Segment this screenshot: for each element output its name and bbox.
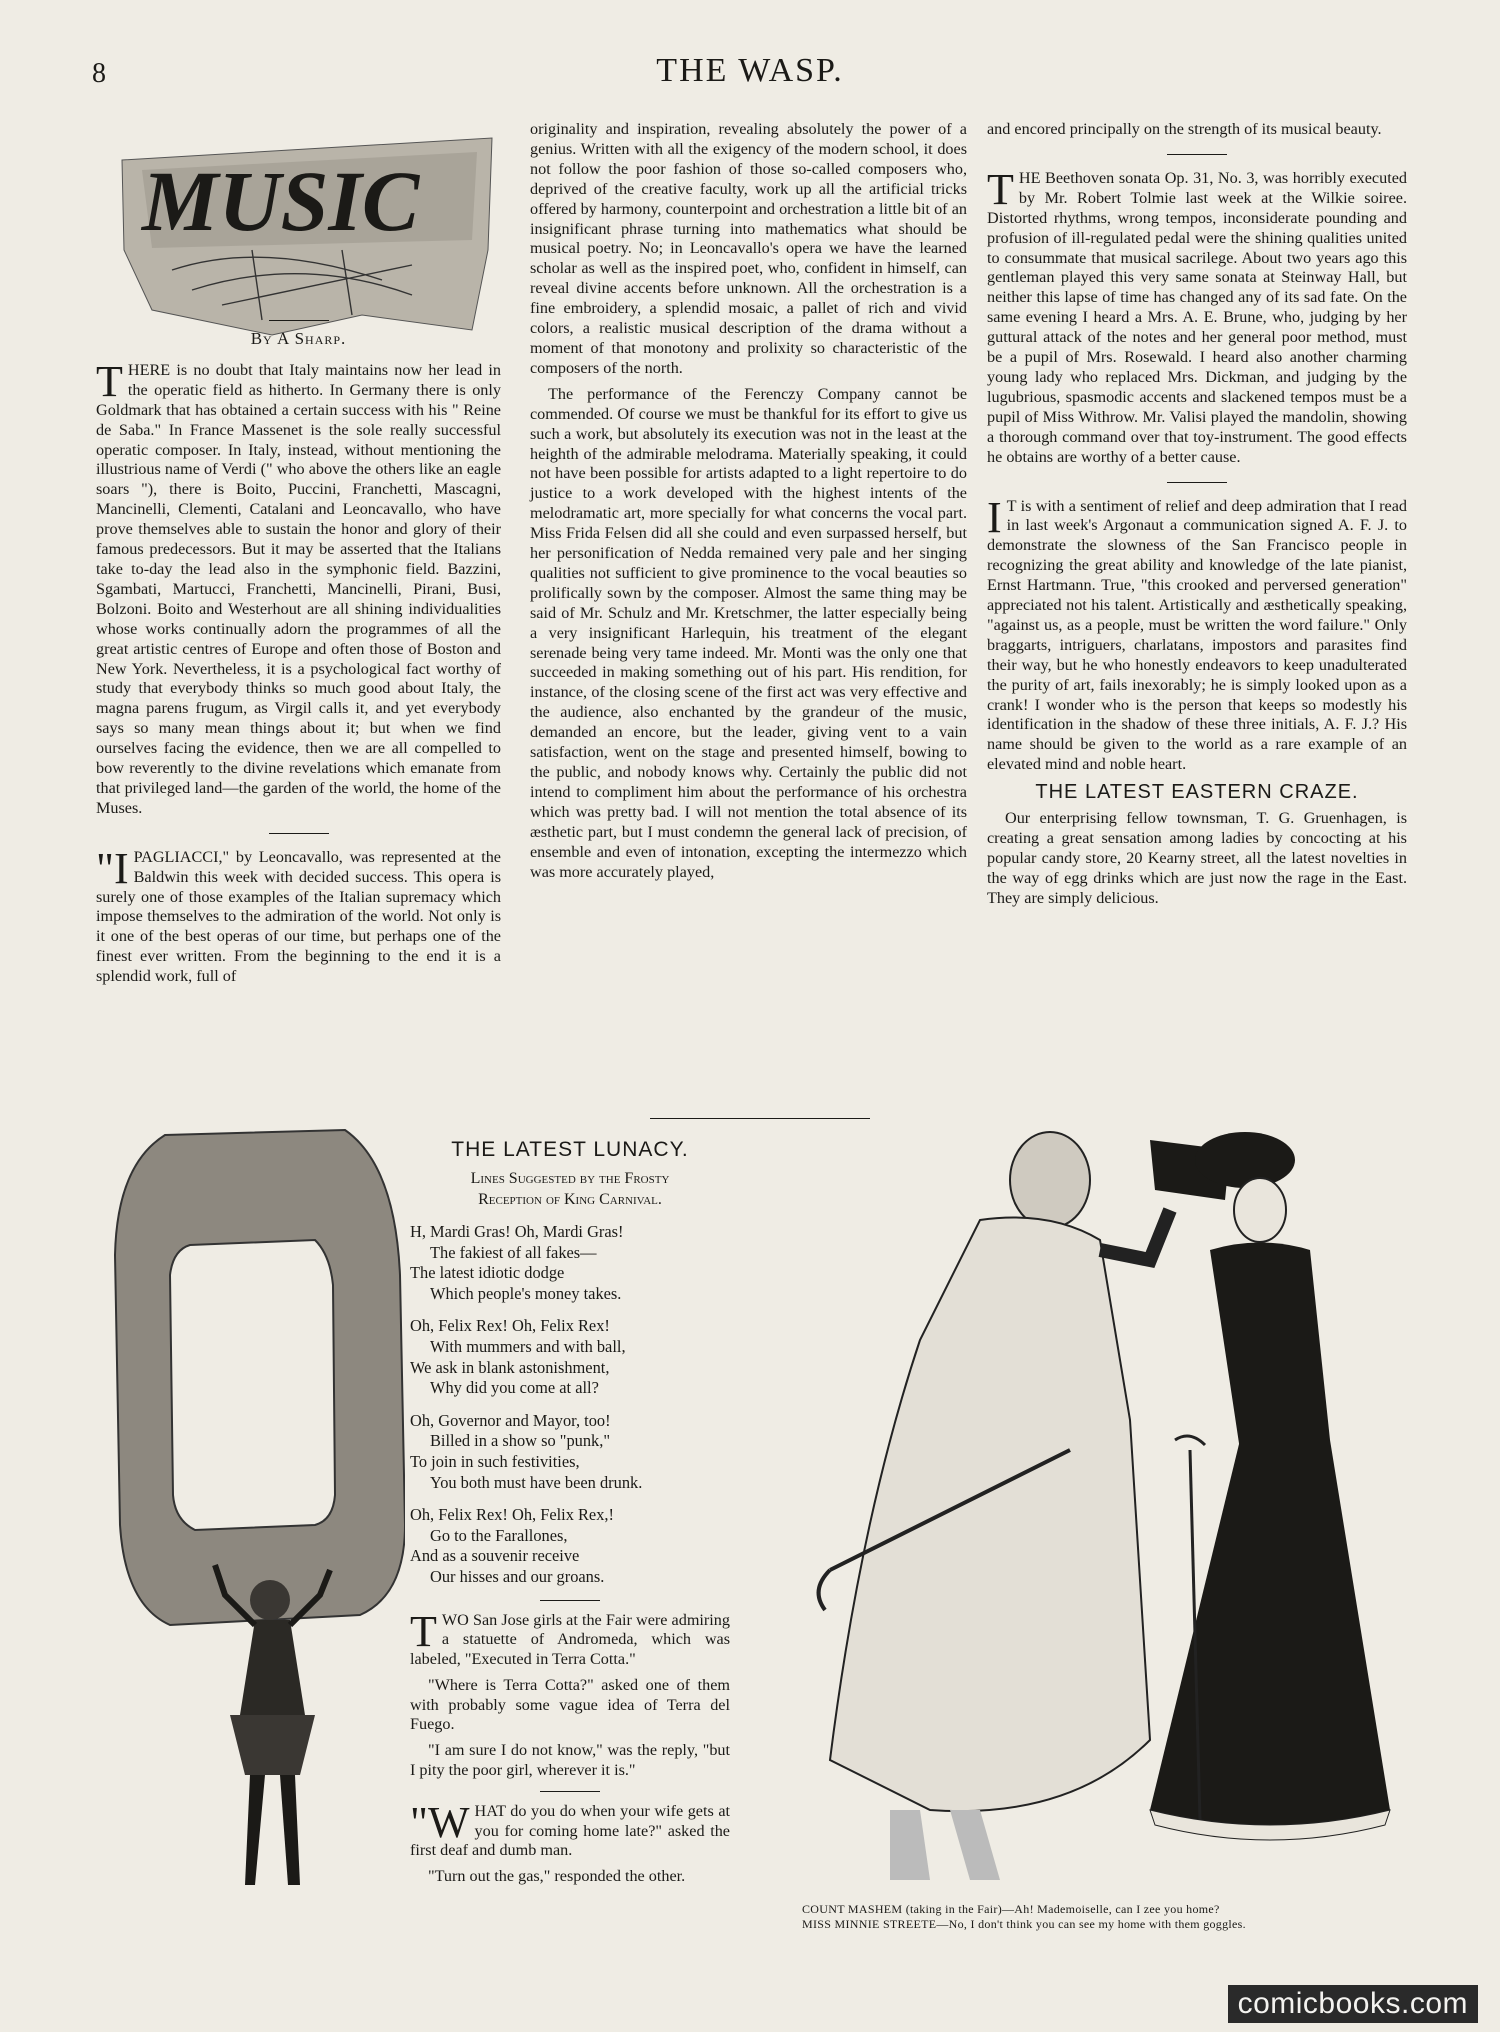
divider (269, 320, 329, 321)
eastern-craze-body: Our enterprising fellow townsman, T. G. Gruenhagen, is creating a great sensation among ladies by concocting at his popular candy store, 20 Kearny street, all the latest novelties in the way of egg drinks which are just now the rage in the East. They are simply delicious. (987, 809, 1407, 907)
caption-line-2: MISS MINNIE STREETE—No, I don't think you can see my home with them goggles. (802, 1917, 1246, 1931)
drop-cap: T (987, 164, 1014, 214)
music-paragraph-3: originality and inspiration, revealing absolutely the power of a genius. Written with all the exigency of the modern school, it does not follow the poor fashion of those so-called composers who, deprived of the creative faculty, work up all the artificial tricks offered by harmony, counterpoint and orchestration a little bit of an insignificant phrase turning into mathematics what should be musical poetry. No; in Leoncavallo's opera we have the learned scholar as well as the inspired poet, who, confident in himself, can reveal divine accents before unknown. All the orchestration is a fine embroidery, a splendid mosaic, a pallet of rich and vivid colors, a realistic musical description of the drama without a moment of that monotony and prolixity so characteristic of the composers of the north. (530, 120, 967, 377)
divider (1167, 482, 1227, 483)
drop-cap: T (410, 1606, 437, 1656)
music-column-3 (987, 120, 1407, 915)
poem-line: Which people's money takes. (430, 1283, 622, 1303)
music-banner-title: MUSIC (142, 153, 420, 249)
joke-5: "Turn out the gas," responded the other. (428, 1867, 686, 1886)
music-paragraph-2: "I PAGLIACCI," by Leoncavallo, was represented at the Baldwin this week with decided success. This opera is surely one of those examples of the Italian supremacy which impose themselves to the admiration of the world. Not only is it one of the best operas of our time, but perhaps one of the finest ever written. From the beginning to the end it is a splendid work, full of (96, 843, 501, 986)
drop-cap: T (96, 356, 123, 406)
drop-cap: I (987, 492, 1002, 542)
masthead: THE WASP. (656, 52, 844, 89)
poem-line: Our hisses and our groans. (430, 1566, 605, 1586)
music-paragraph-4: The performance of the Ferenczy Company cannot be commended. Of course we must be thankful for its effort to give us such a work, but absolutely its execution was not in the least at the heighth of the admirable melodrama. Materially speaking, it could not have been possible for artists adapted to a light repertoire to do justice to a work developed with the highest intents of the melodramatic art, more specially for what concerns the vocal part. Miss Frida Felsen did all she could and even surpassed herself, but her personification of Nedda remained very pale and her singing qualities not sufficient to give prominence to the vocal beauties so prolifically sown by the composer. Almost the same thing may be said of Mr. Schulz and Mr. Kretschmer, the latter especially being a very insignificant Harlequin, his treatment of the elegant serenade being very tame indeed. Mr. Monti was the only one that succeeded in making something out of his part. His rendition, for instance, of the closing scene of the first act was very effective and the audience, also enchanted by the grandeur of the music, demanded an encore, but the leader, giving vent to a vain satisfaction, went on the stage and presented himself, bowing to the public, and nobody knows why. Certainly the public did not intend to compliment him about the performance of his orchestra which was pretty bad. I will not mention the total absence of its æsthetic part, but I must condemn the general lack of precision, of ensemble and even of intonation, excepting the intermezzo which was more accurately played, (530, 384, 967, 881)
music-paragraph-7: I T is with a sentiment of relief and deep admiration that I read in last week's Argonaut a communication signed A. F. J. to demonstrate the slowness of the San Francisco people in recognizing the great ability and knowledge of the late pianist, Ernst Hartmann. True, "this crooked and perversed generation" appreciated not his talent. Artistically and æsthetically speaking, "against us, as a people, must be written the word failure." Only braggarts, intriguers, charlatans, impostors and parasites find their way, but he who honestly endeavors to keep unadulterated the purity of art, fails inexorably; he is simply looked upon as a crank! I wonder who is the person that keeps so modestly his identification in the shadow of these three initials, A. F. J.? His name should be given to the world as a rare example of an elevated mind and noble heart. (987, 492, 1407, 774)
music-banner (112, 130, 502, 340)
poem-line: The latest idiotic dodge (410, 1263, 565, 1283)
poem-stanza-2 (410, 1316, 730, 1398)
poem-line: Go to the Farallones, (430, 1525, 568, 1545)
drop-cap: "W (410, 1797, 470, 1847)
music-column-2 (530, 120, 967, 888)
poem-line: Oh, Felix Rex! Oh, Felix Rex,! (410, 1505, 614, 1525)
drop-cap: "I (96, 843, 129, 893)
divider (540, 1791, 600, 1792)
music-paragraph-5: and encored principally on the strength of its musical beauty. (987, 120, 1382, 138)
music-paragraph-6: THE Beethoven sonata Op. 31, No. 3, was horribly executed by Mr. Robert Tolmie last week at the Wilkie soiree. Distorted rhythms, wrong tempos, inconsiderate pounding and profusion of ill-regulated pedal were the shining qualities united to consummate that musical sacrilege. About two years ago this gentleman played this very same sonata at Steinway Hall, but neither this lapse of time has changed any of its sad fate. On the same evening I heard a Mrs. A. E. Brune, who, judging by her guttural attack of the notes and her general poor method, must be a pupil of Mrs. Rosewald. I heard also another charming young lady who replaced Mrs. Dickman, and judging by the lugubrious, spasmodic accents and slackened tempos must be a pupil of Miss Withrow. Mr. Valisi played the mandolin, showing a thorough command over that toy-instrument. The good effects he obtains are worthy of a better cause. (987, 164, 1407, 466)
poem-stanza-4 (410, 1505, 730, 1587)
poem-line: Oh, Felix Rex! Oh, Felix Rex! (410, 1316, 610, 1336)
page-number: 8 (92, 58, 106, 89)
caption-line-1: COUNT MASHEM (taking in the Fair)—Ah! Mademoiselle, can I zee you home? (802, 1902, 1220, 1916)
lunacy-heading: THE LATEST LUNACY. (451, 1138, 689, 1161)
joke-2: "Where is Terra Cotta?" asked one of them with probably some vague idea of Terra del Fuego. (410, 1675, 730, 1734)
divider (1167, 154, 1227, 155)
lunacy-subheading-line: Lines Suggested by the Frosty (470, 1170, 670, 1187)
letter-o-girl-illustration (105, 1125, 405, 1925)
count-and-lady-cartoon (770, 1120, 1410, 1910)
poem-line: Why did you come at all? (430, 1378, 599, 1398)
lunacy-poem (410, 1222, 730, 1588)
eastern-craze-heading: THE LATEST EASTERN CRAZE. (1035, 781, 1359, 804)
divider (269, 833, 329, 834)
lunacy-subheading (410, 1168, 730, 1210)
letter-o-illustration (105, 1125, 405, 1925)
poem-line: And as a souvenir receive (410, 1546, 580, 1566)
music-paragraph-1: THERE is no doubt that Italy maintains now her lead in the operatic field as hitherto. In Germany there is only Goldmark that has obtained a certain success with his " Reine de Saba." In France Massenet is the sole really successful operatic composer. In Italy, instead, without mentioning the illustrious name of Verdi (" who above the others like an eagle soars "), there is Boito, Puccini, Franchetti, Mascagni, Mancinelli, Clementi, Catalani and Leoncavallo, who have prove themselves able to sustain the honor and glory of their famous predecessors. But it may be asserted that the Italians take to-day the lead also in the symphonic field. Bazzini, Sgambati, Martucci, Franchetti, Mancinelli, Pirani, Busi, Bolzoni. Boito and Westerhout are all shining individualities whose works continually adorn the programmes of all the great artistic centres of Europe and often those of Boston and New York. Nevertheless, it is a psychological fact worthy of study that everybody thinks so much good about Italy, the magna parens frugum, as Virgil calls it, and yet everybody says so many mean things about it; but when we find ourselves facing the evidence, then we are all compelled to bow reverently to the divine revelations which emanate from that privileged land—the garden of the world, the home of the Muses. (96, 356, 501, 817)
jokes (410, 1606, 730, 1888)
poem-line: We ask in blank astonishment, (410, 1357, 610, 1377)
poem-line: The fakiest of all fakes— (430, 1242, 597, 1262)
poem-line: H, Mardi Gras! Oh, Mardi Gras! (410, 1222, 624, 1241)
byline: By A Sharp. (250, 329, 347, 348)
poem-line: To join in such festivities, (410, 1451, 580, 1471)
poem-line: Billed in a show so "punk," (430, 1431, 611, 1451)
music-column-1 (96, 320, 501, 993)
divider (650, 1118, 870, 1119)
joke-4: "WHAT do you do when your wife gets at you for coming home late?" asked the first deaf and dumb man. (410, 1797, 730, 1860)
watermark-logo: comicbooks.com (1228, 1985, 1478, 2023)
joke-1: TWO San Jose girls at the Fair were admiring a statuette of Andromeda, which was labeled, "Executed in Terra Cotta." (410, 1606, 730, 1669)
poem-stanza-1 (410, 1222, 730, 1304)
cartoon-caption (802, 1902, 1392, 1932)
poem-stanza-3 (410, 1411, 730, 1493)
joke-3: "I am sure I do not know," was the reply, "but I pity the poor girl, wherever it is." (410, 1741, 730, 1780)
lunacy-column (410, 1130, 730, 1893)
divider (540, 1600, 600, 1601)
music-banner-illustration (112, 130, 502, 340)
poem-line: Oh, Governor and Mayor, too! (410, 1410, 611, 1430)
lunacy-subheading-line: Reception of King Carnival. (478, 1191, 662, 1208)
cartoon (770, 1120, 1410, 1910)
poem-line: With mummers and with ball, (430, 1336, 626, 1356)
poem-line: You both must have been drunk. (430, 1472, 643, 1492)
